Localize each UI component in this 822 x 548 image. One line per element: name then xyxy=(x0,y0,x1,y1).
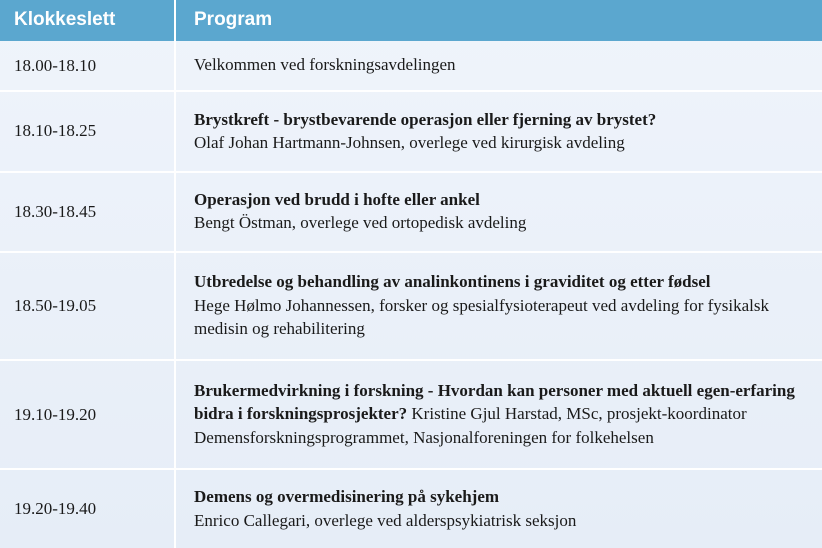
row-program-subtitle: Hege Hølmo Johannessen, forsker og spesialfysioterapeut ved avdeling for fysikalsk medisin og rehabilitering xyxy=(194,295,770,339)
row-program-subtitle: Olaf Johan Hartmann-Johnsen, overlege ved kirurgisk avdeling xyxy=(194,132,625,152)
table-row xyxy=(0,469,822,548)
row-program xyxy=(175,252,822,361)
row-time: 18.50-19.05 xyxy=(0,252,175,361)
table-body xyxy=(0,41,822,548)
row-program xyxy=(175,172,822,252)
row-program xyxy=(175,41,822,91)
row-program-title: Brukermedvirkning i forskning - Hvordan kan personer med aktuell egen-erfaring bidra i forskningsprosjekter? xyxy=(194,381,795,424)
row-program-title: Operasjon ved brudd i hofte eller ankel xyxy=(194,189,480,209)
row-program-title: Brystkreft - brystbevarende operasjon eller fjerning av brystet? xyxy=(194,109,657,129)
table-row xyxy=(0,360,822,469)
row-program-title: Demens og overmedisinering på sykehjem xyxy=(194,487,500,507)
row-program-subtitle: Velkommen ved forskningsavdelingen xyxy=(194,55,456,75)
row-program-title: Utbredelse og behandling av analinkontinens i graviditet og etter fødsel xyxy=(194,272,711,292)
row-program-subtitle: Enrico Callegari, overlege ved alderspsykiatrisk seksjon xyxy=(194,510,577,530)
column-header-program: Program xyxy=(175,0,822,41)
row-program xyxy=(175,469,822,548)
row-time: 18.00-18.10 xyxy=(0,41,175,91)
table-row xyxy=(0,91,822,171)
row-time: 18.10-18.25 xyxy=(0,91,175,171)
column-header-time: Klokkeslett xyxy=(0,0,175,41)
table-header xyxy=(0,0,822,41)
row-time: 19.20-19.40 xyxy=(0,469,175,548)
row-program-subtitle: Bengt Östman, overlege ved ortopedisk avdeling xyxy=(194,213,527,233)
row-program xyxy=(175,360,822,469)
table-header-row xyxy=(0,0,822,41)
row-time: 19.10-19.20 xyxy=(0,360,175,469)
row-program-subtitle: Kristine Gjul Harstad, MSc, prosjekt-koordinator Demensforskningsprogrammet, Nasjonalforeningen for folkehelsen xyxy=(194,404,747,447)
row-time: 18.30-18.45 xyxy=(0,172,175,252)
table-row xyxy=(0,172,822,252)
row-program xyxy=(175,91,822,171)
table-row xyxy=(0,41,822,91)
table-row xyxy=(0,252,822,361)
